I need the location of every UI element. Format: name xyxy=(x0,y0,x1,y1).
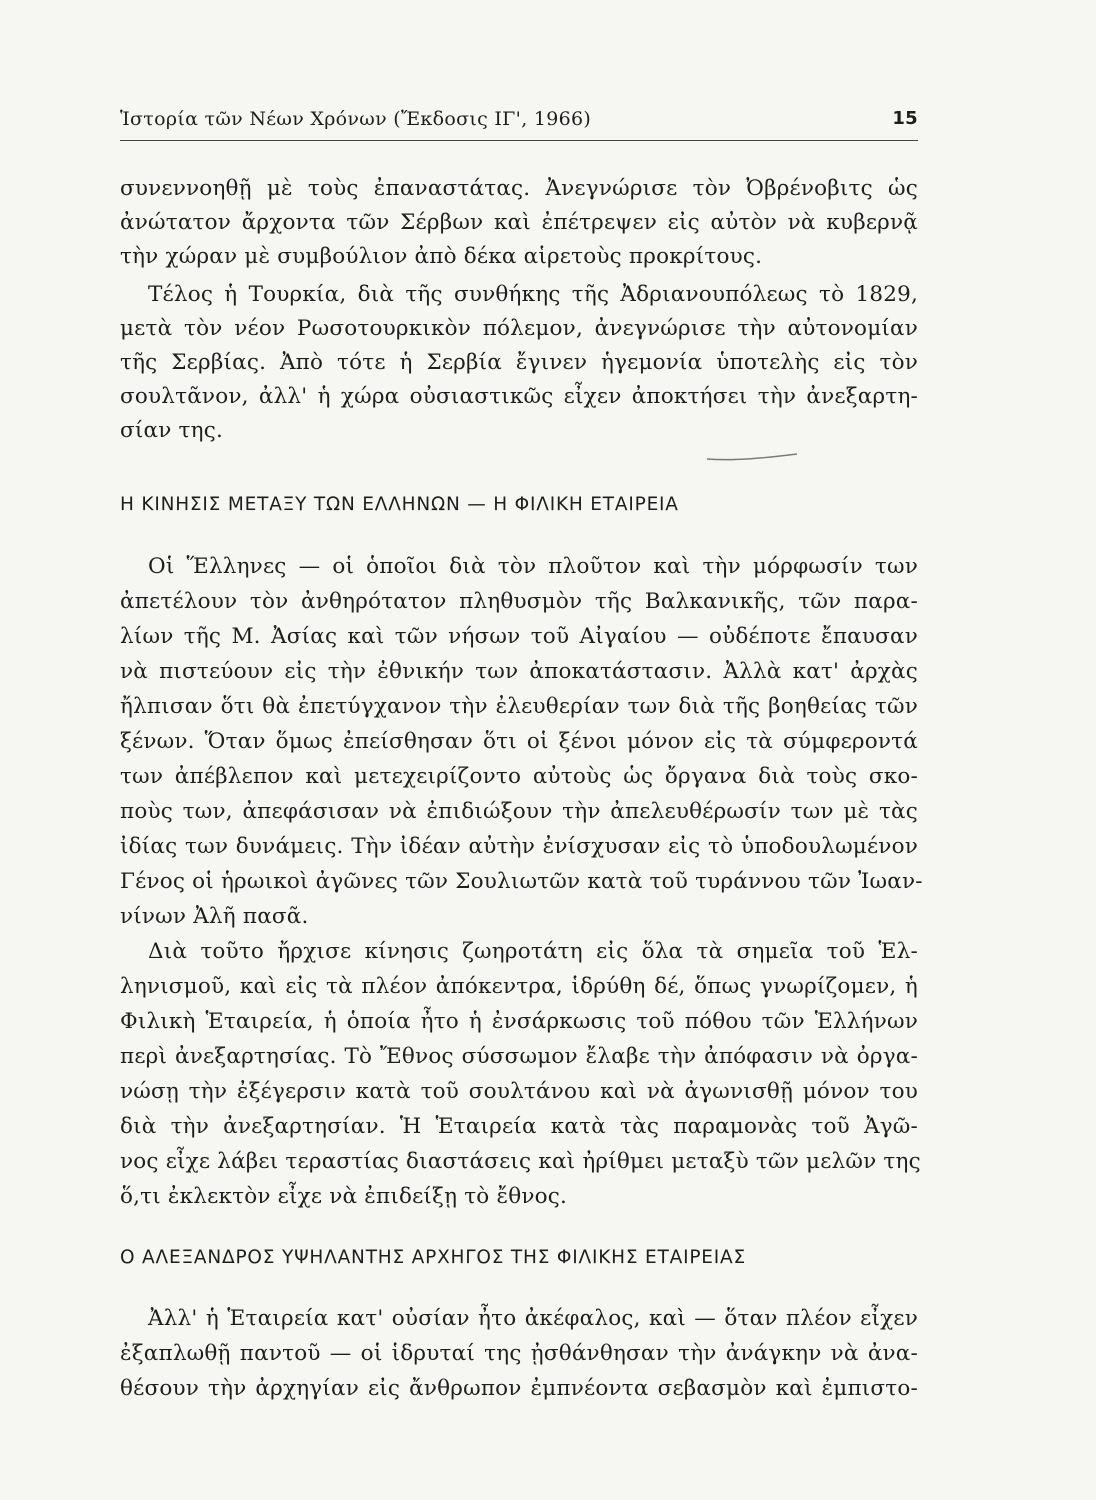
text-line: Ἀλλ' ἡ Ἑταιρεία κατ' οὐσίαν ἦτο ἀκέφαλος, καὶ — ὅταν πλέον εἶχεν xyxy=(148,1306,918,1331)
text-line: Διὰ τοῦτο ἤρχισε κίνησις ζωηροτάτη εἰς ὅλα τὰ σημεῖα τοῦ Ἑλ- xyxy=(148,939,918,964)
page-number: 15 xyxy=(892,108,918,129)
text-line: θέσουν τὴν ἀρχηγίαν εἰς ἄνθρωπον ἐμπνέοντα σεβασμὸν καὶ ἐμπιστο- xyxy=(120,1376,918,1401)
text-line: νος εἶχε λάβει τεραστίας διαστάσεις καὶ ἠρίθμει μεταξὺ τῶν μελῶν της xyxy=(120,1149,921,1174)
text-line: ἤλπισαν ὅτι θὰ ἐπετύγχανον τὴν ἐλευθερίαν των διὰ τῆς βοηθείας τῶν xyxy=(120,694,918,719)
text-line: νίνων Ἀλῆ πασᾶ. xyxy=(120,904,309,929)
text-line: σίαν της. xyxy=(120,418,223,443)
text-line: σουλτᾶνον, ἀλλ' ἡ χώρα οὐσιαστικῶς εἶχεν ἀποκτήσει τὴν ἀνεξαρτη- xyxy=(120,384,918,409)
text-line: ἀνώτατον ἄρχοντα τῶν Σέρβων καὶ ἐπέτρεψεν εἰς αὐτὸν νὰ κυβερνᾷ xyxy=(120,210,918,235)
text-line: τῆς Σερβίας. Ἀπὸ τότε ἡ Σερβία ἔγινεν ἡγεμονία ὑποτελὴς εἰς τὸν xyxy=(120,350,918,375)
text-line: ὅ,τι ἐκλεκτὸν εἶχε νὰ ἐπιδείξῃ τὸ ἔθνος. xyxy=(120,1184,568,1209)
text-line: τὴν χώραν μὲ συμβούλιον ἀπὸ δέκα αἱρετοὺς προκρίτους. xyxy=(120,244,763,269)
text-line: ποὺς των, ἀπεφάσισαν νὰ ἐπιδιώξουν τὴν ἀπελευθέρωσίν των μὲ τὰς xyxy=(120,799,918,824)
text-line: Οἱ Ἕλληνες — οἱ ὁποῖοι διὰ τὸν πλοῦτον καὶ τὴν μόρφωσίν των xyxy=(148,554,918,579)
text-line: ἀπετέλουν τὸν ἀνθηρότατον πληθυσμὸν τῆς Βαλκανικῆς, τῶν παρα- xyxy=(120,589,918,614)
section-heading: Η ΚΙΝΗΣΙΣ ΜΕΤΑΞΥ ΤΩΝ ΕΛΛΗΝΩΝ — Η ΦΙΛΙΚΗ ΕΤΑΙΡΕΙΑ xyxy=(120,494,679,515)
text-line: περὶ ἀνεξαρτησίας. Τὸ Ἔθνος σύσσωμον ἔλαβε τὴν ἀπόφασιν νὰ ὀργα- xyxy=(120,1044,918,1069)
text-line: λίων τῆς Μ. Ἀσίας καὶ τῶν νήσων τοῦ Αἰγαίου — οὐδέποτε ἔπαυσαν xyxy=(120,624,918,649)
text-line: ἰδίας των δυνάμεις. Τὴν ἰδέαν αὐτὴν ἐνίσχυσαν εἰς τὸ ὑποδουλωμένον xyxy=(120,834,918,859)
text-line: νώσῃ τὴν ἐξέγερσιν κατὰ τοῦ σουλτάνου καὶ νὰ ἀγωνισθῇ μόνον του xyxy=(120,1079,918,1104)
text-line: Γένος οἱ ἡρωικοὶ ἀγῶνες τῶν Σουλιωτῶν κατὰ τοῦ τυράννου τῶν Ἰωαν- xyxy=(120,869,923,894)
text-line: ξένων. Ὅταν ὅμως ἐπείσθησαν ὅτι οἱ ξένοι μόνον εἰς τὰ σύμφεροντά xyxy=(120,729,918,754)
text-line: νὰ πιστεύουν εἰς τὴν ἐθνικήν των ἀποκατάστασιν. Ἀλλὰ κατ' ἀρχὰς xyxy=(120,659,918,684)
text-line: μετὰ τὸν νέον Ρωσοτουρκικὸν πόλεμον, ἀνεγνώρισε τὴν αὐτονομίαν xyxy=(120,316,918,341)
text-line: των ἀπέβλεπον καὶ μετεχειρίζοντο αὐτοὺς ὡς ὄργανα διὰ τοὺς σκο- xyxy=(120,764,918,789)
text-line: διὰ τὴν ἀνεξαρτησίαν. Ἡ Ἑταιρεία κατὰ τὰς παραμονὰς τοῦ Ἀγῶ- xyxy=(120,1114,918,1139)
running-head-title: Ἱστορία τῶν Νέων Χρόνων (Ἔκδοσις ΙΓ', 1966) xyxy=(120,108,592,130)
text-line: ληνισμοῦ, καὶ εἰς τὰ πλέον ἀπόκεντρα, ἱδρύθη δέ, ὅπως γνωρίζομεν, ἡ xyxy=(120,974,918,999)
running-head xyxy=(120,104,918,134)
text-line: Τέλος ἡ Τουρκία, διὰ τῆς συνθήκης τῆς Ἀδριανουπόλεως τὸ 1829, xyxy=(148,282,918,307)
header-rule xyxy=(120,140,918,141)
text-line: ἐξαπλωθῇ παντοῦ — οἱ ἱδρυταί της ᾐσθάνθησαν τὴν ἀνάγκην νὰ ἀνα- xyxy=(120,1341,918,1366)
text-line: Φιλικὴ Ἑταιρεία, ἡ ὁποία ἦτο ἡ ἐνσάρκωσις τοῦ πόθου τῶν Ἑλλήνων xyxy=(120,1009,918,1034)
pen-stroke-mark xyxy=(705,452,800,462)
text-line: συνεννοηθῇ μὲ τοὺς ἐπαναστάτας. Ἀνεγνώρισε τὸν Ὀβρένοβιτς ὡς xyxy=(120,176,918,201)
section-heading: Ο ΑΛΕΞΑΝΔΡΟΣ ΥΨΗΛΑΝΤΗΣ ΑΡΧΗΓΟΣ ΤΗΣ ΦΙΛΙΚΗΣ ΕΤΑΙΡΕΙΑΣ xyxy=(120,1247,746,1268)
